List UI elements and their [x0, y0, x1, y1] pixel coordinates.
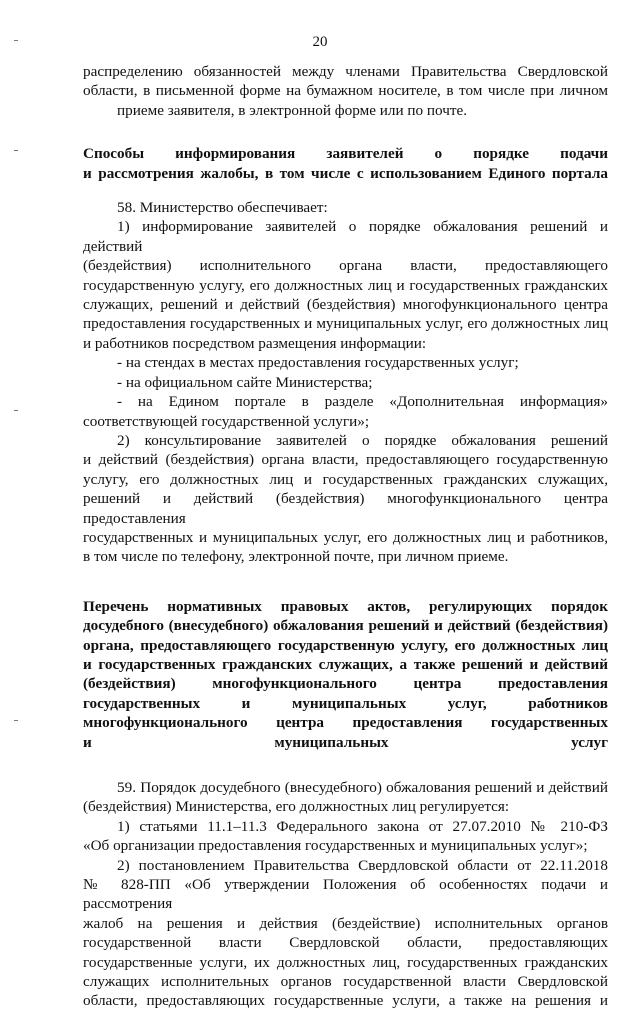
text-line: услугу, его должностных лиц и государственных гражданских служащих, [83, 470, 608, 488]
text-line: приеме заявителя, в электронной форме или по почте. [117, 101, 468, 119]
section-heading [83, 597, 608, 752]
margin-mark [14, 150, 18, 151]
text-line: государственных и муниципальных услуг, его должностных лиц и работников, [83, 528, 608, 546]
heading-line: и муниципальных услуг [83, 733, 608, 751]
text-line: 1) статьями 11.1–11.3 Федерального закона от 27.07.2010 № 210-ФЗ [117, 817, 608, 835]
text-line: (бездействия) исполнительного органа власти, предоставляющего [83, 257, 608, 275]
text-line: области, в письменной форме на бумажном носителе, в том числе при личном [83, 82, 608, 100]
paragraph-title: 59. Порядок досудебного (внесудебного) обжалования решений и действий [117, 779, 608, 796]
list-item: - на Едином портале в разделе «Дополнительная информация» [117, 393, 608, 411]
margin-mark [14, 410, 18, 411]
text-line: соответствующей государственной услуги»; [83, 412, 370, 430]
heading-line: (бездействия) многофункционального центра предоставления [83, 675, 608, 693]
text-line: № 828-ПП «Об утверждении Положения об особенностях подачи и рассмотрения [83, 876, 608, 913]
heading-line: многофункционального центра предоставления государственных [83, 714, 608, 732]
text-line: государственной власти Свердловской области, предоставляющих [83, 934, 608, 952]
text-line: государственную услугу, его должностных лиц и государственных гражданских [83, 276, 608, 294]
paragraph-59 [83, 778, 608, 1011]
heading-line: государственных и муниципальных услуг, работников [83, 694, 608, 712]
intro-paragraph [83, 62, 608, 120]
heading-line: и государственных гражданских служащих, а также решений и действий [83, 655, 608, 673]
text-line: и работников посредством размещения информации: [83, 334, 427, 352]
text-line: 2) консультирование заявителей о порядке обжалования решений [117, 431, 608, 449]
text-line: и действий (бездействия) органа власти, предоставляющего государственную [83, 451, 608, 469]
text-line: служащих, решений и действий (бездействия) многофункционального центра [83, 296, 608, 314]
text-line: государственные услуги, их должностных лиц, государственных гражданских [83, 953, 608, 971]
paragraph-title: 58. Министерство обеспечивает: [117, 199, 328, 217]
text-line: 1) информирование заявителей о порядке обжалования решений и действий [83, 218, 608, 255]
heading-line: Перечень нормативных правовых актов, регулирующих порядок [83, 597, 608, 615]
text-line: решений и действий (бездействия) многофункционального центра предоставления [83, 490, 608, 527]
text-line: 2) постановлением Правительства Свердловской области от 22.11.2018 [117, 856, 608, 874]
heading-line: органа, предоставляющего государственную услугу, его должностных лиц [83, 636, 608, 654]
heading-line: и рассмотрения жалобы, в том числе с использованием Единого портала [83, 164, 608, 182]
text-line: предоставления государственных и муниципальных услуг, его должностных лиц [83, 315, 608, 333]
paragraph-58 [83, 198, 608, 567]
margin-mark [14, 720, 18, 721]
text-line: служащих исполнительных органов государственной власти Свердловской [83, 973, 608, 991]
page-number: 20 [312, 34, 328, 50]
text-line: в том числе по телефону, электронной почте, при личном приеме. [83, 548, 509, 566]
heading-line: досудебного (внесудебного) обжалования решений и действий (бездействия) [83, 617, 608, 635]
text-line: области, предоставляющих государственные услуги, а также на решения и [83, 992, 608, 1010]
text-line: (бездействия) Министерства, его должностных лиц регулируется: [83, 798, 510, 816]
list-item: - на официальном сайте Министерства; [117, 373, 373, 391]
page-content [83, 62, 608, 1011]
list-item: - на стендах в местах предоставления государственных услуг; [117, 354, 519, 372]
heading-line: Способы информирования заявителей о порядке подачи [83, 145, 608, 163]
section-heading [83, 144, 608, 183]
text-line: распределению обязанностей между членами Правительства Свердловской [83, 63, 608, 80]
text-line: жалоб на решения и действия (бездействие) исполнительных органов [83, 914, 608, 932]
text-line: «Об организации предоставления государственных и муниципальных услуг»; [83, 837, 588, 855]
